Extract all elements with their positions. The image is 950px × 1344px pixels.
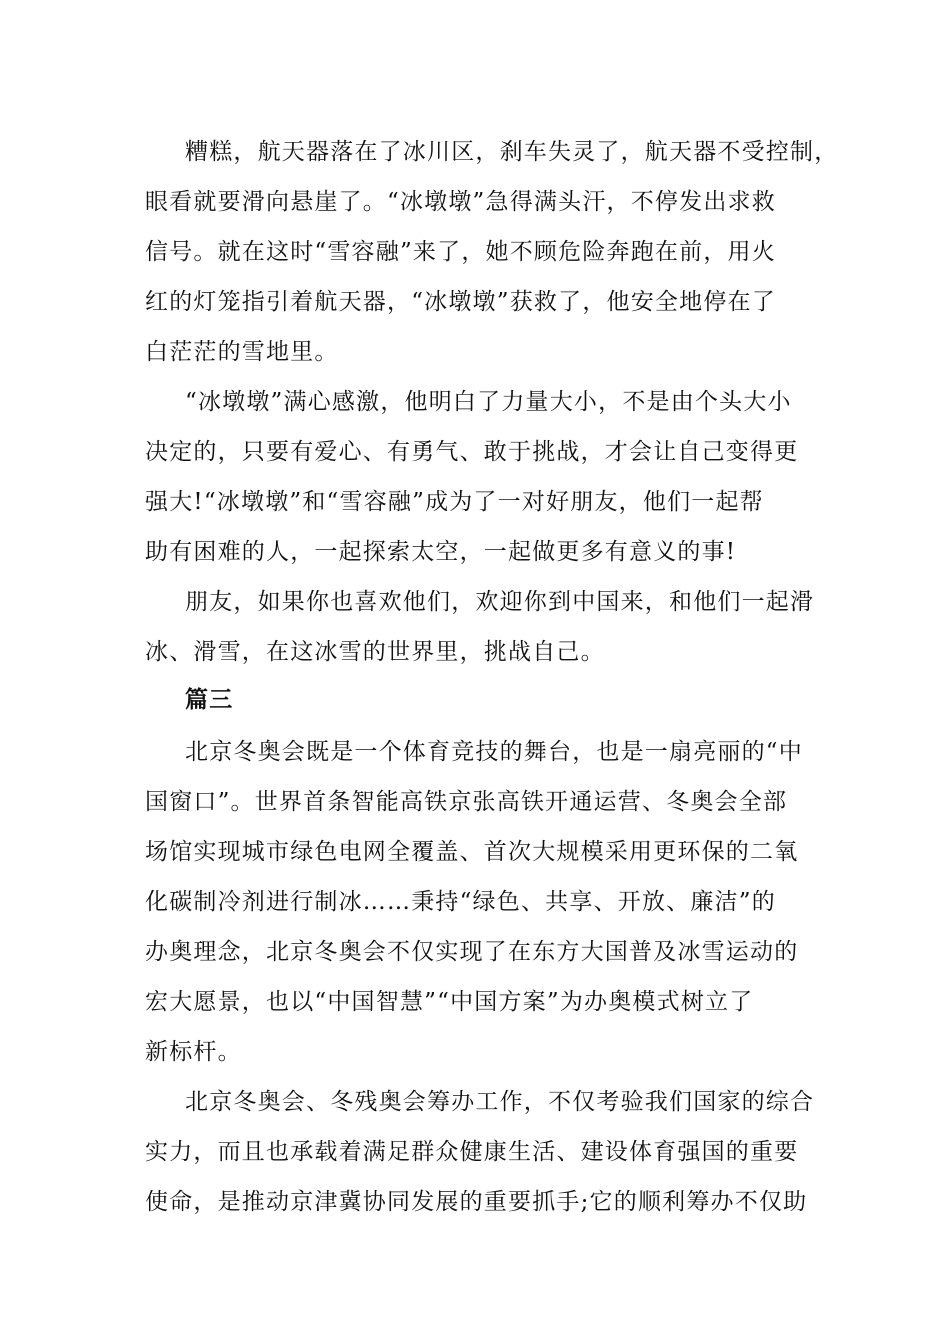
- section-paragraph-1-line-4: 化碳制冷剂进行制冰……秉持“绿色、共享、开放、廉洁”的: [145, 889, 776, 915]
- section-heading: 篇三: [185, 687, 234, 713]
- paragraph-1-line-3: 信号。就在这时“雪容融”来了，她不顾危险奔跑在前，用火: [145, 239, 776, 265]
- paragraph-3-line-1: 朋友，如果你也喜欢他们，欢迎你到中国来，和他们一起滑: [185, 589, 815, 615]
- paragraph-2-line-4: 助有困难的人，一起探索太空，一起做更多有意义的事!: [145, 539, 737, 565]
- section-paragraph-1-line-2: 国窗口”。世界首条智能高铁京张高铁开通运营、冬奥会全部: [145, 789, 788, 815]
- paragraph-2-line-1: “冰墩墩”满心感激，他明白了力量大小，不是由个头大小: [185, 389, 792, 415]
- section-paragraph-2-line-1: 北京冬奥会、冬残奥会筹办工作，不仅考验我们国家的综合: [185, 1089, 815, 1115]
- section-paragraph-2-line-3: 使命，是推动京津冀协同发展的重要抓手;它的顺利筹办不仅助: [145, 1189, 808, 1215]
- section-paragraph-2-line-2: 实力，而且也承载着满足群众健康生活、建设体育强国的重要: [145, 1139, 799, 1165]
- paragraph-1-line-5: 白茫茫的雪地里。: [145, 339, 339, 365]
- paragraph-3-line-2: 冰、滑雪，在这冰雪的世界里，挑战自己。: [145, 639, 605, 665]
- paragraph-2-line-3: 强大!“冰墩墩”和“雪容融”成为了一对好朋友，他们一起帮: [145, 489, 764, 515]
- section-paragraph-1-line-3: 场馆实现城市绿色电网全覆盖、首次大规模采用更环保的二氧: [145, 839, 799, 865]
- paragraph-2-line-2: 决定的，只要有爱心、有勇气、敢于挑战，才会让自己变得更: [145, 439, 799, 465]
- paragraph-1-line-4: 红的灯笼指引着航天器，“冰墩墩”获救了，他安全地停在了: [145, 289, 776, 315]
- section-paragraph-1-line-7: 新标杆。: [145, 1039, 242, 1065]
- section-paragraph-1-line-6: 宏大愿景，也以“中国智慧”“中国方案”为办奥模式树立了: [145, 989, 754, 1015]
- section-paragraph-1-line-1: 北京冬奥会既是一个体育竞技的舞台，也是一扇亮丽的“中: [185, 739, 803, 765]
- paragraph-1-line-1: 糟糕，航天器落在了冰川区，刹车失灵了，航天器不受控制，: [185, 139, 839, 165]
- section-paragraph-1-line-5: 办奥理念，北京冬奥会不仅实现了在东方大国普及冰雪运动的: [145, 939, 799, 965]
- paragraph-1-line-2: 眼看就要滑向悬崖了。“冰墩墩”急得满头汗，不停发出求救: [145, 189, 776, 215]
